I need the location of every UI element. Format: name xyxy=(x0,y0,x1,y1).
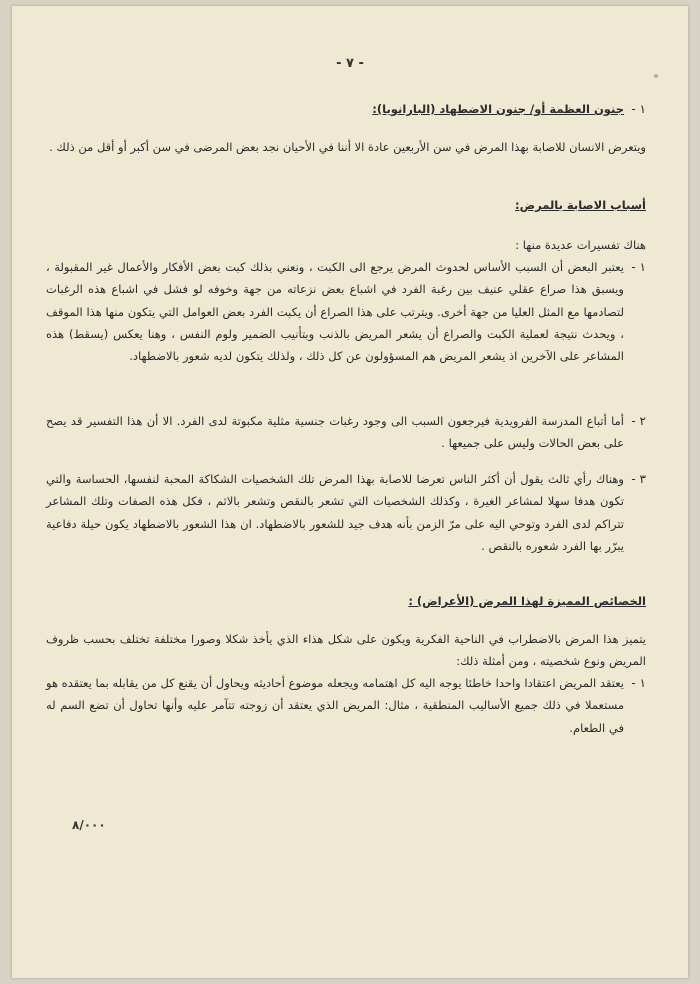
symptoms-intro xyxy=(46,628,646,673)
symptoms-heading-text: الخصائص المميزة لهذا المرض (الأعراض) : xyxy=(408,594,646,608)
footer-code: ٨/٠٠٠ xyxy=(72,818,106,832)
cause-text: وهناك رأي ثالث يقول أن أكثر الناس تعرضا للاصابة بهذا المرض تلك الشخصيات الشكاكة المحبة لنفسها، الحساسة والتي تكون هدفا سهلا لمشاعر الغيرة ، وكذلك الشخصيات التي تشعر بالنقص وتشعر بالاثم ، فكل هذه الصفات وتلك المشاعر تتراكم لدى الفرد وتوحي اليه على مرّ الزمن بأنه هدف جيد للشعور بالاضطهاد. ان هذا الشعور بالاضطهاد يكون حيلة دفاعية يبرّر بها الفرد شعوره بالنقص . xyxy=(46,472,624,553)
cause-text: أما أتباع المدرسة الفرويدية فيرجعون السبب الى وجود رغبات جنسية مثلية مكبوتة لدى الفرد. الا أن هذا التفسير قد يصح على بعض الحالات وليس على جميعها . xyxy=(46,414,624,451)
cause-item-2 xyxy=(46,410,646,455)
page-number: - ٧ - xyxy=(336,56,364,71)
causes-lead xyxy=(46,234,646,256)
section-number: ١ - xyxy=(631,102,646,116)
causes-heading-text: أسباب الاصابة بالمرض: xyxy=(515,198,646,212)
cause-item-3 xyxy=(46,468,646,557)
symptom-text: يعتقد المريض اعتقادا واحدا خاطئا يوجه اليه كل اهتمامه ويجعله موضوع أحاديثه ويحاول أن يقنع كل من يقابله بما يعتقده هو مستعملا في ذلك جميع الأساليب المنطقية ، مثال: المريض الذي يعتقد أن زوجته تتآمر عليه وأنها تحاول أن تضع السم له في الطعام. xyxy=(46,676,624,735)
intro-text: ويتعرض الانسان للاصابة بهذا المرض في سن الأربعين عادة الا أننا في الأحيان نجد بعض المرضى في سن أكبر أو أقل من ذلك . xyxy=(49,140,646,154)
cause-text: يعتبر البعض أن السبب الأساس لحدوث المرض يرجع الى الكبت ، ونعني بذلك كبت بعض الأفكار والأعمال غير المقبولة ، ويسبق هذا صراع عقلي عنيف بين رغبة الفرد في اشباع بعض نزعاته من جهة وخوفه لو فشل في اشباع هذه الرغبات لتصادمها مع المثل العليا من جهة أخرى. ويترتب على هذا الصراع أن يكبت الفرد بعض العوامل التي يتكون منها هذا الموقف ، ويحدث نتيجة لعملية الكبت والصراع أن يشعر المريض بالذنب وبتأنيب الضمير ولوم النفس ، وهنا يعكس (يسقط) هذه المشاعر على الآخرين اذ يشعر المريض هم المسؤولون عن كل ذلك ، ولذلك يتكون لديه شعور بالاضطهاد. xyxy=(46,260,624,364)
cause-number: ١ - xyxy=(631,260,646,274)
symptoms-heading xyxy=(46,590,646,612)
symptom-number: ١ - xyxy=(631,676,646,690)
section-title xyxy=(46,98,646,120)
cause-number: ٢ - xyxy=(631,414,646,428)
document-page xyxy=(12,6,688,978)
causes-lead-text: هناك تفسيرات عديدة منها : xyxy=(515,238,646,252)
symptoms-intro-text: يتميز هذا المرض بالاضطراب في الناحية الفكرية ويكون على شكل هذاء الذي يأخذ شكلا وصورا مختلفة تختلف بحسب ظروف المريض ونوع شخصيته ، ومن أمثلة ذلك: xyxy=(46,632,646,669)
cause-number: ٣ - xyxy=(631,472,646,486)
intro-paragraph xyxy=(46,136,646,158)
section-title-text: جنون العظمة أو/ جنون الاضطهاد (البارانويا): xyxy=(372,102,624,116)
paper-speck xyxy=(654,74,658,78)
cause-item-1 xyxy=(46,256,646,367)
symptom-item-1 xyxy=(46,672,646,739)
causes-heading xyxy=(46,194,646,216)
